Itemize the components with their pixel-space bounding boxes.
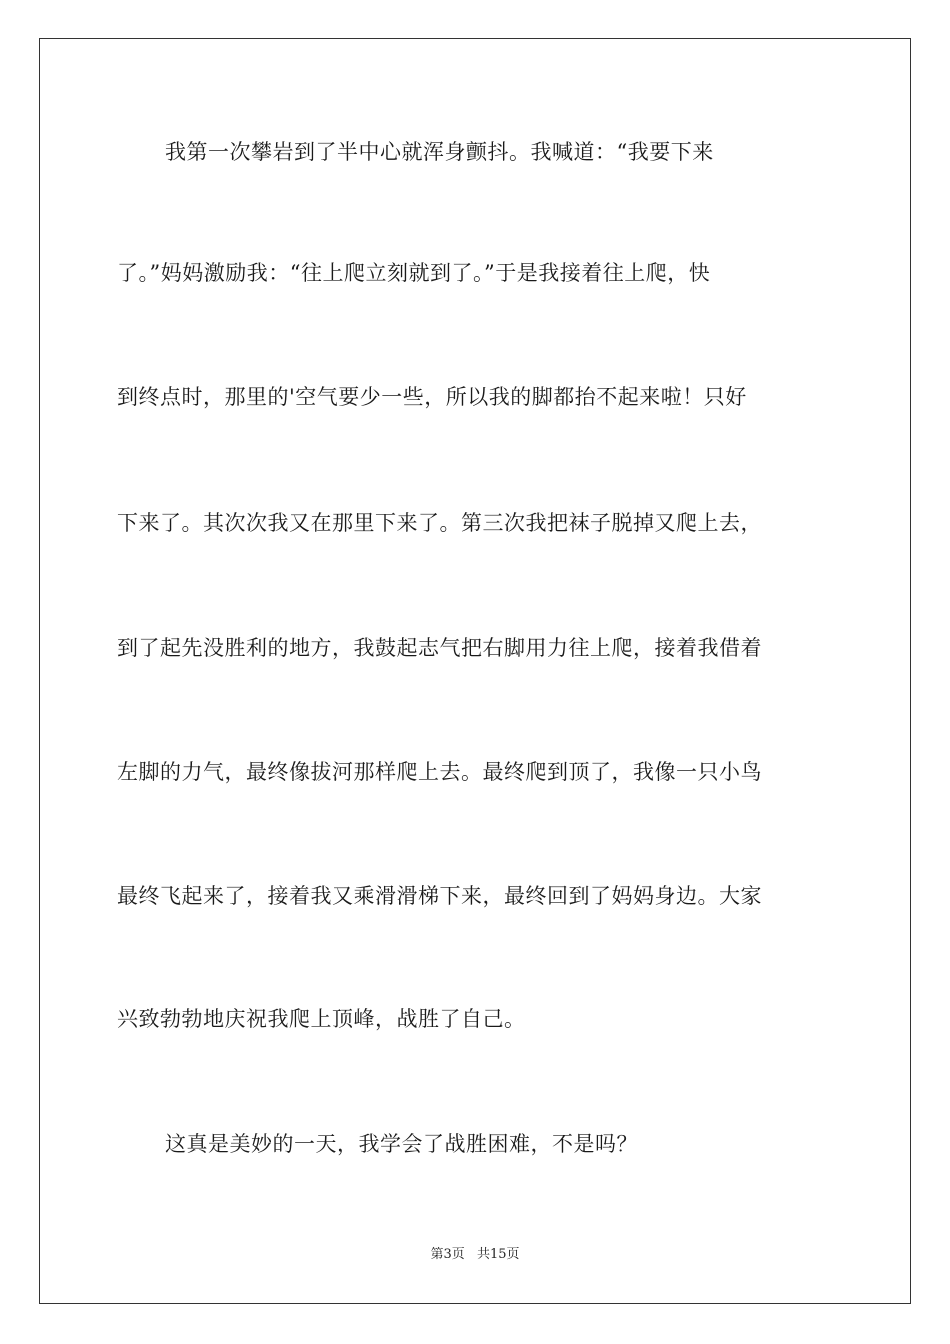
paragraph-line: 兴致勃勃地庆祝我爬上顶峰，战胜了自己。	[117, 1007, 526, 1031]
paragraph-line: 我第一次攀岩到了半中心就浑身颤抖。我喊道：“我要下来	[165, 140, 714, 164]
paragraph-line: 最终飞起来了，接着我又乘滑滑梯下来，最终回到了妈妈身边。大家	[117, 884, 762, 908]
page-border	[39, 38, 911, 1304]
page-footer	[0, 1246, 950, 1264]
paragraph-line: 了。”妈妈激励我：“往上爬立刻就到了。”于是我接着往上爬，快	[117, 261, 711, 285]
paragraph-line: 到了起先没胜利的地方，我鼓起志气把右脚用力往上爬，接着我借着	[117, 636, 762, 660]
page-number: 第3页	[430, 1247, 465, 1262]
paragraph-line: 下来了。其次次我又在那里下来了。第三次我把袜子脱掉又爬上去，	[117, 511, 762, 535]
paragraph-line: 到终点时，那里的'空气要少一些，所以我的脚都抬不起来啦！只好	[117, 385, 747, 409]
paragraph-line: 左脚的力气，最终像拔河那样爬上去。最终爬到顶了，我像一只小鸟	[117, 760, 762, 784]
page-total: 共15页	[476, 1247, 520, 1262]
paragraph-line: 这真是美妙的一天，我学会了战胜困难，不是吗？	[165, 1132, 638, 1156]
